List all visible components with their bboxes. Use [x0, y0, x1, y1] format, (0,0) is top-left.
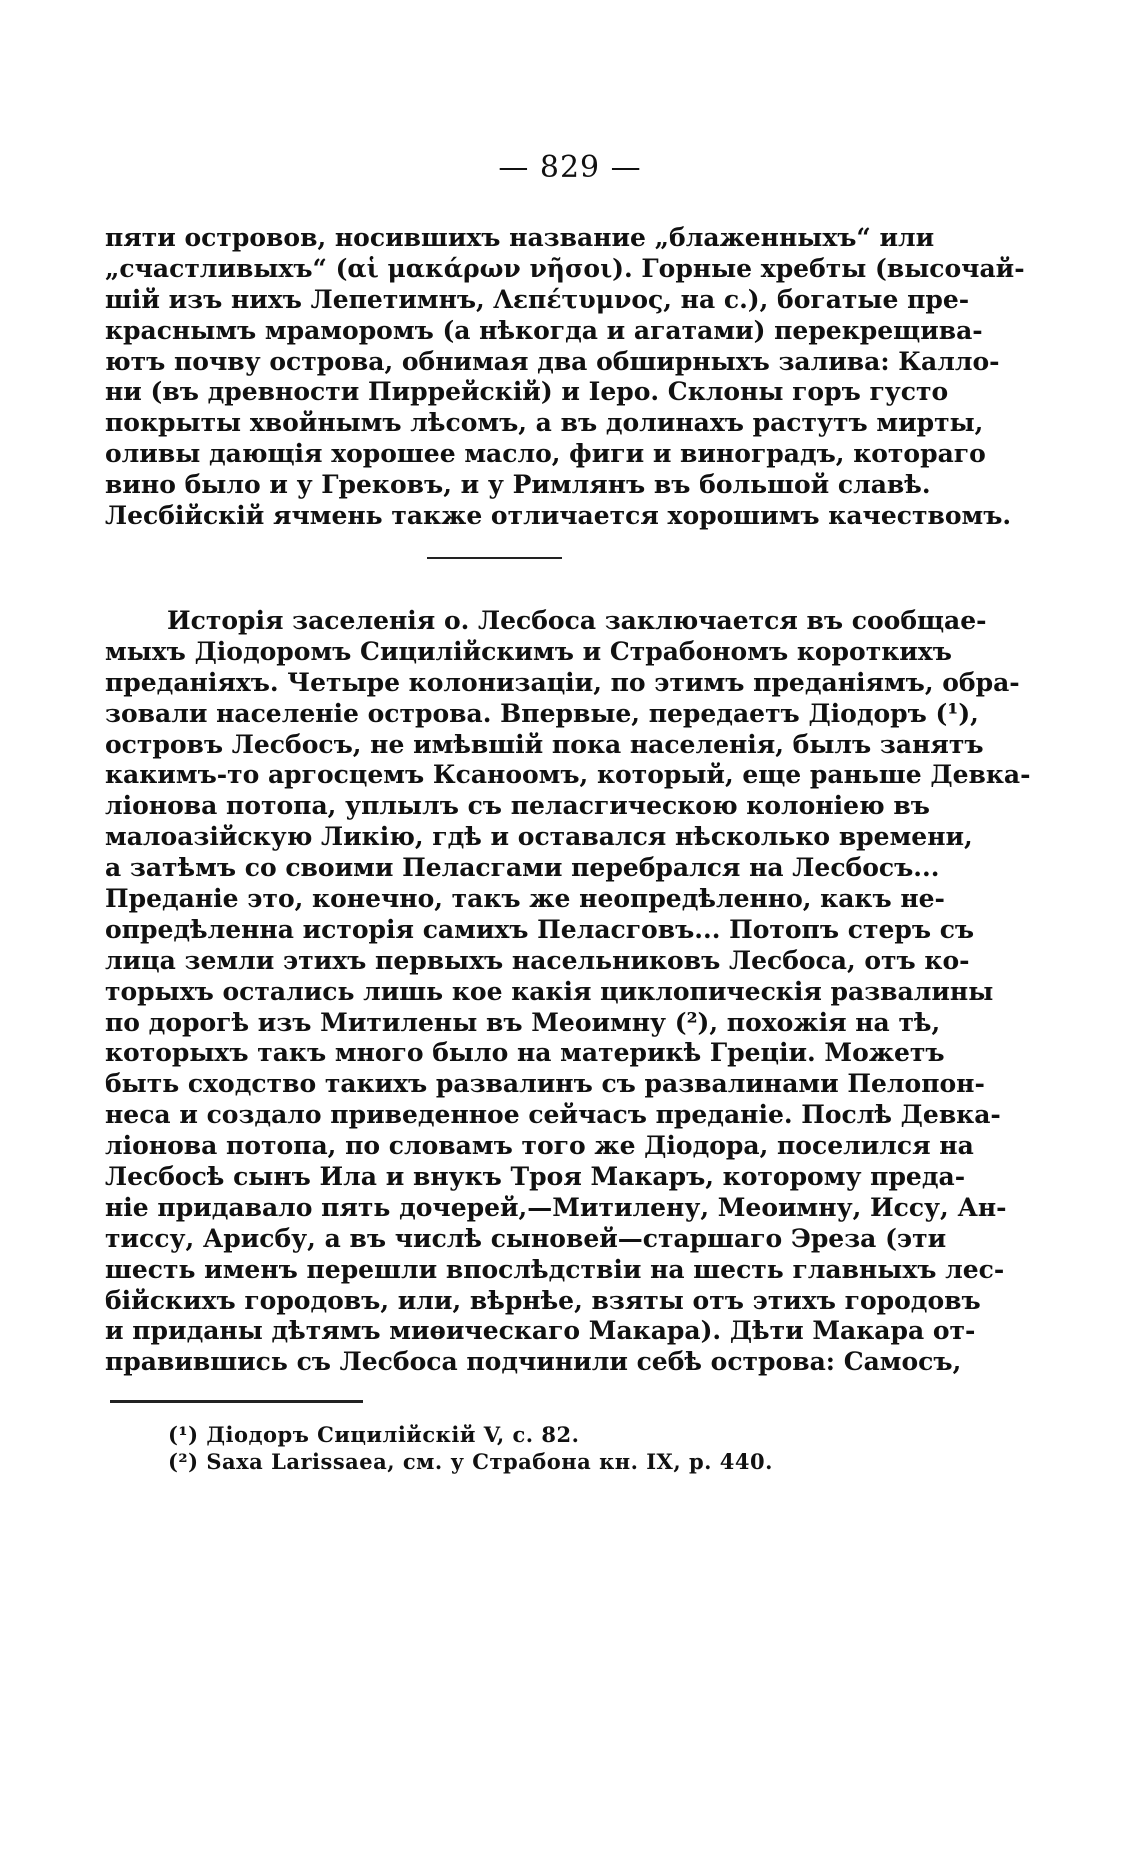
paragraph-2-line: которыхъ такъ много было на материкѣ Греціи. Можетъ	[105, 1038, 945, 1068]
paragraph-2-line: шесть именъ перешли впослѣдствіи на шесть главныхъ лес-	[105, 1254, 1005, 1284]
paragraph-2-line: островъ Лесбосъ, не имѣвшій пока населенія, былъ занятъ	[105, 729, 984, 759]
paragraph-2-line: ніе придавало пять дочерей,—Митилену, Меоимну, Иссу, Ан-	[105, 1192, 1007, 1222]
paragraph-1-line: Лесбійскій ячмень также отличается хорошимъ качествомъ.	[105, 501, 1012, 531]
paragraph-1-line: ютъ почву острова, обнимая два обширныхъ залива: Калло-	[105, 346, 1000, 376]
paragraph-2-line: ліонова потопа, по словамъ того же Діодора, поселился на	[105, 1131, 974, 1161]
paragraph-1-line: шій изъ нихъ Лепетимнъ, Λεπέτυμνος, на с.), богатые пре-	[105, 284, 970, 314]
paragraph-1-line: вино было и у Грековъ, и у Римлянъ въ большой славѣ.	[105, 470, 931, 500]
paragraph-2-line: торыхъ остались лишь кое какія циклопическія развалины	[105, 976, 994, 1006]
page-number: — 829 —	[498, 150, 642, 185]
paragraph-2-line: зовали населеніе острова. Впервые, передаетъ Діодоръ (¹),	[105, 698, 979, 728]
paragraph-2-line: лица земли этихъ первыхъ насельниковъ Лесбоса, отъ ко-	[105, 945, 970, 975]
paragraph-1-line: покрыты хвойнымъ лѣсомъ, а въ долинахъ растутъ мирты,	[105, 408, 984, 438]
paragraph-2-line: малоазійскую Ликію, гдѣ и оставался нѣсколько времени,	[105, 822, 973, 852]
paragraph-2-line: какимъ-то аргосцемъ Ксаноомъ, который, еще раньше Девка-	[105, 760, 1031, 790]
footnotes	[168, 1421, 868, 1475]
paragraph-2-line: преданіяхъ. Четыре колонизаціи, по этимъ преданіямъ, обра-	[105, 667, 1020, 697]
paragraph-1-line: „счастливыхъ“ (αἱ μακάρων νῆσοι). Горные хребты (высочай-	[105, 253, 1025, 283]
paragraph-1-line: пяти островов, носившихъ название „блаженныхъ“ или	[105, 223, 935, 252]
footnote-rule	[110, 1400, 363, 1403]
paragraph-2-line: опредѣленна исторія самихъ Пеласговъ... Потопъ стеръ съ	[105, 914, 975, 944]
paragraph-1-line: ни (въ древности Пиррейскій) и Іеро. Склоны горъ густо	[105, 377, 949, 407]
paragraph-2-line: неса и создало приведенное сейчасъ преданіе. Послѣ Девка-	[105, 1100, 1001, 1130]
paragraph-2-line: быть сходство такихъ развалинъ съ развалинами Пелопон-	[105, 1069, 985, 1099]
paragraph-2-line: ліонова потопа, уплылъ съ пеласгическою колоніею въ	[105, 791, 930, 821]
paragraph-2-line: мыхъ Діодоромъ Сицилійскимъ и Страбономъ короткихъ	[105, 636, 952, 666]
footnote: (¹) Діодоръ Сицилійскій V, с. 82.	[168, 1422, 580, 1447]
paragraph-2-line: а затѣмъ со своими Пеласгами перебрался на Лесбосъ...	[105, 853, 940, 883]
paragraph-2-line: тиссу, Арисбу, а въ числѣ сыновей—старшаго Эреза (эти	[105, 1223, 947, 1253]
paragraph-1	[105, 223, 1025, 532]
paragraph-2-line: по дорогѣ изъ Митилены въ Меоимну (²), похожія на тѣ,	[105, 1007, 941, 1037]
paragraph-1-line: оливы дающія хорошее масло, фиги и виноградъ, котораго	[105, 439, 986, 469]
paragraph-2-line: правившись съ Лесбоса подчинили себѣ острова: Самосъ,	[105, 1347, 962, 1377]
paragraph-2-line: Лесбосѣ сынъ Ила и внукъ Троя Макаръ, которому преда-	[105, 1162, 966, 1192]
paragraph-2-line: бійскихъ городовъ, или, вѣрнѣе, взяты отъ этихъ городовъ	[105, 1285, 981, 1315]
paragraph-2-line: Исторія заселенія о. Лесбоса заключается въ сообщае-	[167, 606, 987, 635]
paragraph-2	[105, 606, 1031, 1378]
section-divider	[427, 557, 562, 559]
paragraph-2-line: и приданы дѣтямъ миѳическаго Макара). Дѣти Макара от-	[105, 1316, 976, 1346]
paragraph-2-line: Преданіе это, конечно, такъ же неопредѣленно, какъ не-	[105, 884, 945, 914]
footnote: (²) Saxa Larissaea, см. у Страбона кн. IX, p. 440.	[168, 1449, 773, 1474]
paragraph-1-line: краснымъ мраморомъ (а нѣкогда и агатами) перекрещива-	[105, 315, 983, 345]
